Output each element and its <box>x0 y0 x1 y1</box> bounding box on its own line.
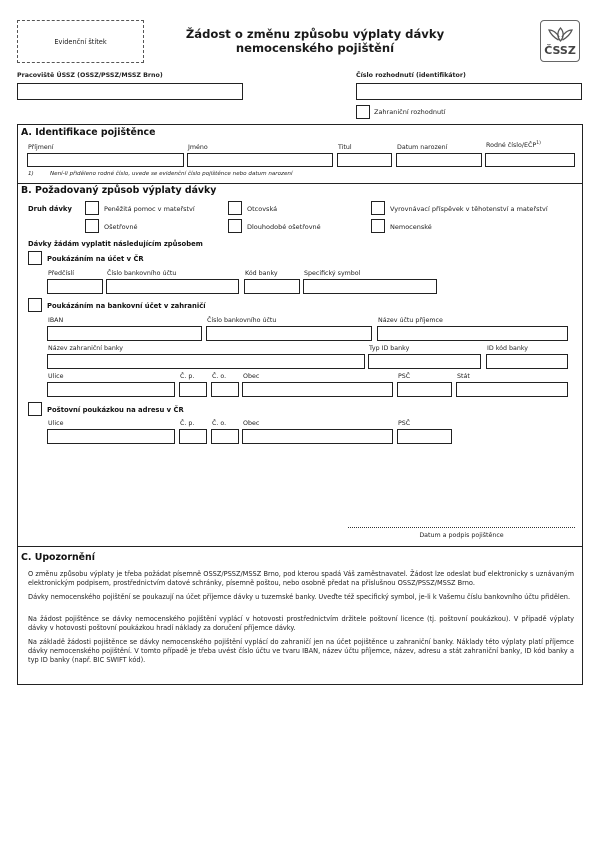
foreign-account-title: Poukázáním na bankovní účet v zahraničí <box>47 302 206 310</box>
benefit-maternity-checkbox[interactable] <box>85 201 99 215</box>
domestic-specific-symbol-label: Specifický symbol <box>304 270 361 277</box>
notice-paragraph-4: Na základě žádosti pojištěnce se dávky nemocenského pojištění vyplácí do zahraničí jen na účet pojištěnce u zahraniční banky. Náklady této výplaty platí příjemce dávky nemocenského pojištění. V tomto případě je třeba uvést číslo účtu ve tvaru IBAN, název účtu příjemce, název, adresu a stát zahraniční banky, ID kód banky a typ ID banky (např. BIC SWIFT kód). <box>28 638 574 665</box>
birth-number-field[interactable] <box>485 153 575 167</box>
foreign-co-field[interactable] <box>211 382 239 397</box>
postal-order-title: Poštovní poukázkou na adresu v ČR <box>47 406 184 414</box>
postal-city-field[interactable] <box>242 429 393 444</box>
foreign-zip-label: PSČ <box>398 373 411 380</box>
signature-line[interactable] <box>348 527 575 528</box>
decision-number-field[interactable] <box>356 83 582 100</box>
section-a-title: A. Identifikace pojištěnce <box>21 127 156 138</box>
benefit-nursing-label: Ošetřovné <box>104 223 138 231</box>
foreign-holder-label: Název účtu příjemce <box>378 317 443 324</box>
foreign-street-label: Ulice <box>48 373 64 380</box>
foreign-country-field[interactable] <box>456 382 568 397</box>
postal-co-label: Č. o. <box>212 420 227 427</box>
notice-paragraph-2: Dávky nemocenského pojištění se poukazují na účet příjemce dávky u tuzemské banky. Uveďte též specifický symbol, je-li k Vašemu číslu bankovního účtu přidělen. <box>28 593 571 601</box>
birth-number-label-text: Rodné číslo/EČP <box>486 142 537 149</box>
decision-number-label: Číslo rozhodnutí (identifikátor) <box>356 72 466 79</box>
domestic-bank-code-label: Kód banky <box>245 270 278 277</box>
foreign-country-label: Stát <box>457 373 470 380</box>
benefit-sickness-checkbox[interactable] <box>371 219 385 233</box>
foreign-bank-name-label: Název zahraniční banky <box>48 345 124 352</box>
notice-paragraph-3: Na žádost pojištěnce se dávky nemocenského pojištění vyplácí v hotovosti prostřednictvím držitele poštovní licence (tj. poštovní poukázkou). V případě výplaty dávky v hotovosti poštovní poukázkou hradí náklady za doručení příjemce dávky. <box>28 615 574 633</box>
birth-date-label: Datum narození <box>397 144 448 151</box>
form-title-line-2: nemocenského pojištění <box>235 41 395 55</box>
signature-label: Datum a podpis pojištěnce <box>419 532 504 539</box>
workplace-field[interactable] <box>17 83 243 100</box>
postal-zip-field[interactable] <box>397 429 452 444</box>
foreign-id-code-field[interactable] <box>486 354 568 369</box>
domestic-account-title: Poukázáním na účet v ČR <box>47 255 144 263</box>
postal-zip-label: PSČ <box>398 420 411 427</box>
benefit-paternity-label: Otcovská <box>247 205 278 213</box>
workplace-label: Pracoviště ÚSSZ (OSSZ/PSSZ/MSSZ Brno) <box>17 72 163 79</box>
foreign-decision-checkbox[interactable] <box>356 105 370 119</box>
footnote-number: 1) <box>28 171 34 177</box>
foreign-account-number-label: Číslo bankovního účtu <box>207 317 277 324</box>
birth-date-field[interactable] <box>396 153 482 167</box>
name-field[interactable] <box>187 153 333 167</box>
foreign-co-label: Č. o. <box>212 373 227 380</box>
foreign-city-field[interactable] <box>242 382 393 397</box>
birth-number-footnote-ref: 1) <box>536 140 541 146</box>
domestic-specific-symbol-field[interactable] <box>303 279 437 294</box>
foreign-decision-label: Zahraniční rozhodnutí <box>374 108 446 116</box>
cssz-leaf-icon <box>547 26 574 43</box>
benefit-compensatory-checkbox[interactable] <box>371 201 385 215</box>
evidence-label-text: Evidenční štítek <box>54 38 107 46</box>
postal-order-checkbox[interactable] <box>28 402 42 416</box>
foreign-account-checkbox[interactable] <box>28 298 42 312</box>
domestic-account-label: Číslo bankovního účtu <box>107 270 177 277</box>
foreign-iban-field[interactable] <box>47 326 202 341</box>
domestic-prefix-label: Předčíslí <box>48 270 74 277</box>
postal-street-label: Ulice <box>48 420 64 427</box>
notice-paragraph-1: O změnu způsobu výplaty je třeba požádat písemně OSSZ/PSSZ/MSSZ Brno, pod kterou spadá Váš zaměstnavatel. Žádost lze odeslat buď elektronicky s uznávaným elektronickým podpisem, prostřednictvím datové schránky, písemně poštou, nebo osobně předat na příslušnou OSSZ/PSSZ/MSSZ Brno. <box>28 570 574 588</box>
foreign-zip-field[interactable] <box>397 382 452 397</box>
domestic-prefix-field[interactable] <box>47 279 103 294</box>
foreign-iban-label: IBAN <box>48 317 64 324</box>
postal-co-field[interactable] <box>211 429 239 444</box>
benefit-long-term-care-checkbox[interactable] <box>228 219 242 233</box>
degree-field[interactable] <box>337 153 392 167</box>
surname-label: Příjmení <box>28 144 54 151</box>
benefit-paternity-checkbox[interactable] <box>228 201 242 215</box>
section-c-title: C. Upozornění <box>21 552 95 563</box>
domestic-bank-code-field[interactable] <box>244 279 300 294</box>
postal-cp-field[interactable] <box>179 429 207 444</box>
foreign-account-number-field[interactable] <box>206 326 372 341</box>
foreign-holder-field[interactable] <box>377 326 568 341</box>
foreign-bank-name-field[interactable] <box>47 354 365 369</box>
foreign-id-type-field[interactable] <box>368 354 481 369</box>
postal-cp-label: Č. p. <box>180 420 195 427</box>
evidence-label-box <box>17 20 144 63</box>
cssz-logo-text: ČSSZ <box>544 44 576 57</box>
surname-field[interactable] <box>27 153 184 167</box>
birth-number-label <box>486 140 541 149</box>
name-label: Jméno <box>188 144 208 151</box>
benefit-sickness-label: Nemocenské <box>390 223 432 231</box>
benefit-compensatory-label: Vyrovnávací příspěvek v těhotenství a mateřství <box>390 205 548 213</box>
domestic-account-field[interactable] <box>106 279 239 294</box>
foreign-city-label: Obec <box>243 373 260 380</box>
domestic-account-checkbox[interactable] <box>28 251 42 265</box>
postal-city-label: Obec <box>243 420 260 427</box>
form-title-line-1: Žádost o změnu způsobu výplaty dávky <box>185 27 445 41</box>
cssz-logo <box>540 20 580 62</box>
foreign-street-field[interactable] <box>47 382 175 397</box>
benefit-nursing-checkbox[interactable] <box>85 219 99 233</box>
benefit-long-term-care-label: Dlouhodobé ošetřovné <box>247 223 321 231</box>
foreign-id-type-label: Typ ID banky <box>369 345 410 352</box>
foreign-cp-label: Č. p. <box>180 373 195 380</box>
form-title <box>150 27 480 55</box>
postal-street-field[interactable] <box>47 429 175 444</box>
foreign-cp-field[interactable] <box>179 382 207 397</box>
benefit-type-label: Druh dávky <box>28 205 72 213</box>
benefit-maternity-label: Peněžitá pomoc v mateřství <box>104 205 195 213</box>
foreign-id-code-label: ID kód banky <box>487 345 528 352</box>
payment-request-label: Dávky žádám vyplatit následujícím způsobem <box>28 240 203 248</box>
footnote-text: Není-li přiděleno rodné číslo, uvede se evidenční číslo pojištěnce nebo datum narození <box>50 171 293 177</box>
degree-label: Titul <box>338 144 352 151</box>
section-b-title: B. Požadovaný způsob výplaty dávky <box>21 185 217 196</box>
